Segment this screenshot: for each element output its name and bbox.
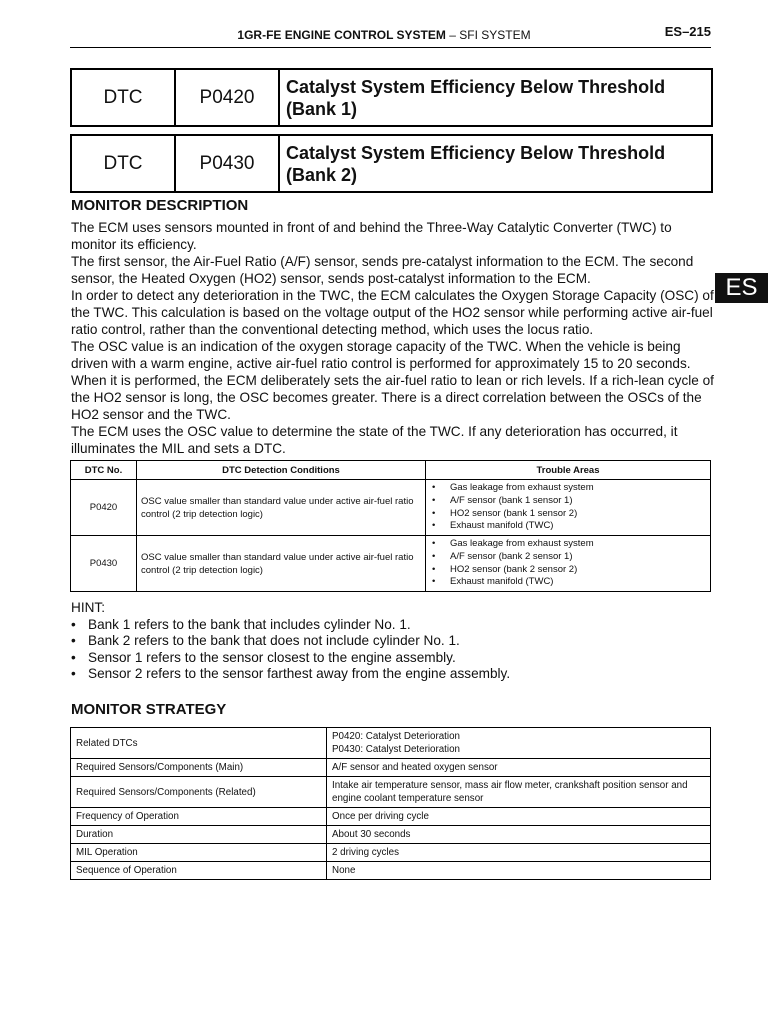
monitor-description-body: [71, 219, 716, 457]
dtc-code-cell: P0430: [71, 536, 137, 592]
dtc-title-box-p0430: [70, 134, 713, 193]
strategy-key: Required Sensors/Components (Main): [71, 759, 327, 777]
hint-item: • Sensor 1 refers to the sensor closest to the engine assembly.: [71, 650, 510, 667]
dtc-title-box-p0420: [70, 68, 713, 127]
strategy-key: Required Sensors/Components (Related): [71, 777, 327, 808]
strategy-value: Intake air temperature sensor, mass air flow meter, crankshaft position sensor and engine coolant temperature sensor: [327, 777, 711, 808]
page-header: [0, 28, 768, 42]
trouble-areas-cell: [426, 536, 711, 592]
table-row: [71, 777, 711, 808]
hint-item: • Bank 2 refers to the bank that does not include cylinder No. 1.: [71, 633, 510, 650]
table-header-row: [71, 461, 711, 480]
column-header: Trouble Areas: [426, 461, 711, 480]
column-header: DTC Detection Conditions: [137, 461, 426, 480]
table-row: [71, 808, 711, 826]
strategy-key: Related DTCs: [71, 728, 327, 759]
monitor-strategy-title: MONITOR STRATEGY: [71, 701, 227, 718]
paragraph: The OSC value is an indication of the oxygen storage capacity of the TWC. When the vehicle is being driven with a warm engine, active air-fuel ratio control is performed for approximately 15 to 20 seconds. When it is performed, the ECM deliberately sets the air-fuel ratio to lean or rich levels. If a rich-lean cycle of the HO2 sensor is long, the OSC becomes greater. There is a direct correlation between the OSCs of the HO2 sensor and the TWC.: [71, 339, 714, 422]
strategy-key: Duration: [71, 826, 327, 844]
dtc-label: DTC: [72, 70, 176, 125]
strategy-value: Once per driving cycle: [327, 808, 711, 826]
monitor-description-title: MONITOR DESCRIPTION: [71, 197, 249, 214]
hint-item: • Bank 1 refers to the bank that includes cylinder No. 1.: [71, 617, 510, 634]
strategy-key: Sequence of Operation: [71, 862, 327, 880]
strategy-value: A/F sensor and heated oxygen sensor: [327, 759, 711, 777]
list-item: • Exhaust manifold (TWC): [430, 576, 706, 589]
detection-condition-cell: OSC value smaller than standard value under active air-fuel ratio control (2 trip detection logic): [137, 536, 426, 592]
list-item: • Gas leakage from exhaust system: [430, 538, 706, 551]
paragraph: In order to detect any deterioration in the TWC, the ECM calculates the Oxygen Storage Capacity (OSC) of the TWC. This calculation is based on the voltage output of the HO2 sensor while performing active air-fuel ratio control, rather than the conventional detecting method, which uses the locus ratio.: [71, 288, 714, 337]
header-divider: [70, 47, 711, 48]
table-row: [71, 826, 711, 844]
strategy-value: None: [327, 862, 711, 880]
list-item: • Exhaust manifold (TWC): [430, 520, 706, 533]
paragraph: The ECM uses the OSC value to determine the state of the TWC. If any deterioration has occurred, it illuminates the MIL and sets a DTC.: [71, 424, 678, 456]
strategy-value: About 30 seconds: [327, 826, 711, 844]
table-row: [71, 844, 711, 862]
paragraph: The ECM uses sensors mounted in front of and behind the Three-Way Catalytic Converter (TWC) to monitor its efficiency.: [71, 220, 672, 252]
strategy-key: Frequency of Operation: [71, 808, 327, 826]
header-dash: –: [449, 28, 456, 42]
dtc-label: DTC: [72, 136, 176, 191]
hint-label: HINT:: [71, 600, 105, 615]
table-row: [71, 536, 711, 592]
value-line: P0430: Catalyst Deterioration: [332, 744, 460, 755]
subsystem-name: SFI SYSTEM: [459, 28, 531, 42]
dtc-detection-table: [70, 460, 711, 592]
table-row: [71, 862, 711, 880]
table-row: [71, 728, 711, 759]
monitor-strategy-table: [70, 727, 711, 880]
paragraph: The first sensor, the Air-Fuel Ratio (A/F) sensor, sends pre-catalyst information to the ECM. The second sensor, the Heated Oxygen (HO2) sensor, sends post-catalyst information to the ECM.: [71, 254, 694, 286]
list-item: • Gas leakage from exhaust system: [430, 482, 706, 495]
strategy-key: MIL Operation: [71, 844, 327, 862]
dtc-code: P0420: [176, 70, 280, 125]
trouble-areas-cell: [426, 480, 711, 536]
list-item: • A/F sensor (bank 2 sensor 1): [430, 551, 706, 564]
system-name: 1GR-FE ENGINE CONTROL SYSTEM: [237, 28, 446, 42]
list-item: • HO2 sensor (bank 1 sensor 2): [430, 508, 706, 521]
dtc-title: Catalyst System Efficiency Below Threshold (Bank 1): [286, 76, 666, 119]
list-item: • HO2 sensor (bank 2 sensor 2): [430, 564, 706, 577]
detection-condition-cell: OSC value smaller than standard value under active air-fuel ratio control (2 trip detection logic): [137, 480, 426, 536]
list-item: • A/F sensor (bank 1 sensor 1): [430, 495, 706, 508]
hint-item: • Sensor 2 refers to the sensor farthest away from the engine assembly.: [71, 666, 510, 683]
table-row: [71, 480, 711, 536]
dtc-code: P0430: [176, 136, 280, 191]
page-number: ES–215: [664, 24, 711, 39]
dtc-title: Catalyst System Efficiency Below Threshold (Bank 2): [286, 142, 666, 185]
dtc-code-cell: P0420: [71, 480, 137, 536]
column-header: DTC No.: [71, 461, 137, 480]
table-row: [71, 759, 711, 777]
section-tab-es: ES: [715, 273, 768, 303]
strategy-value: 2 driving cycles: [327, 844, 711, 862]
value-line: P0420: Catalyst Deterioration: [332, 731, 460, 742]
hint-block: [71, 600, 510, 683]
strategy-value: [327, 728, 711, 759]
